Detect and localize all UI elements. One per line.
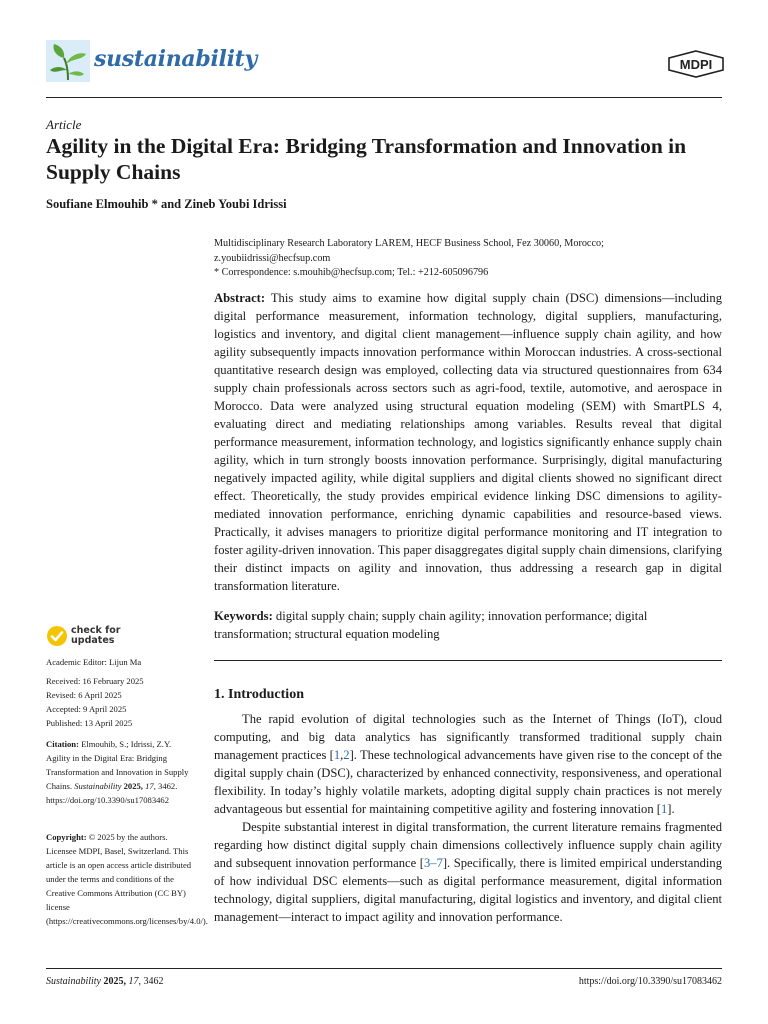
footer-year: 2025, — [103, 976, 126, 987]
academic-editor: Academic Editor: Lijun Ma — [46, 657, 142, 667]
citation-year: 2025, — [123, 781, 143, 791]
keywords-text: digital supply chain; supply chain agility; innovation performance; digital transformation; structural equation modeling — [214, 609, 648, 641]
date-published: Published: 13 April 2025 — [46, 718, 133, 728]
p2-text-b: ]. Specifically, there is limited empirical understanding of how individual DSC elements—such as digital performance measurement, digital information technology, digital suppliers, digital manufacturing, digital logistics and inventory, and digital client management—interact to impact agility and innovation performance. — [214, 856, 723, 924]
check-updates-text — [71, 626, 120, 646]
journal-name: sustainability — [94, 46, 257, 72]
p1-text-a: The rapid evolution of digital technologies such as the Internet of Things (IoT), cloud computing, and big data analytics has significantly transformed traditional supply chain management practices [ — [214, 712, 722, 762]
abstract-text: This study aims to examine how digital supply chain (DSC) dimensions—including digital performance measurement, information technology, digital suppliers, manufacturing, logistics and inventory, and digital client management—influence supply chain agility, and how agility subsequently impacts innovation performance within Moroccan industries. A cross-sectional quantitative research design was employed, collecting data via structured questionnaires from 634 supply chain professionals across sectors such as agri-food, textile, automotive, and aerospace in Morocco. Data were analyzed using structural equation modeling (SEM) with SmartPLS 4, evaluating direct and mediating relationships among variables. Results reveal that digital performance measurement, information technology, and logistics significantly enhance supply chain agility, which in turn strongly boosts innovation performance. Surprisingly, digital manufacturing negatively impacted agility, while digital suppliers and digital clients showed no significant direct effect. Theoretically, the study provides empirical evidence linking DSC dimensions to agility-mediated innovation performance, enriching dynamic capabilities and resource-based views. Practically, it advises managers to prioritize digital performance monitoring and IT integration to foster agility-driven innovation. This paper disaggregates digital supply chain dimensions, clarifying their distinct impacts on agility and innovation, thus addressing a research gap in digital transformation literature. — [214, 291, 722, 593]
correspondence: * Correspondence: s.mouhib@hecfsup.com; Tel.: +212-605096796 — [214, 267, 489, 278]
article-title: Agility in the Digital Era: Bridging Transformation and Innovation in Supply Chains — [46, 134, 687, 184]
author-list: Soufiane Elmouhib * and Zineb Youbi Idrissi — [46, 197, 287, 211]
publication-dates — [46, 674, 196, 730]
citation-block — [46, 737, 196, 807]
copyright-block — [46, 830, 208, 928]
footer-doi-link[interactable]: https://doi.org/10.3390/su17083462 — [578, 976, 722, 987]
citation-link[interactable]: 2 — [343, 748, 350, 762]
copyright-label: Copyright: — [46, 832, 87, 842]
check-updates-icon — [46, 625, 68, 647]
p1-text-b: ]. These technological advancements have given rise to the concept of the digital supply chain (DSC), characterized by enhanced connectivity, responsiveness, and operational flexibility. In today’s highly volatile markets, adopting digital supply chain practices is not merely advantageous but essential for maintaining competitive agility and fostering innovation [ — [214, 748, 722, 816]
section-heading-introduction: 1. Introduction — [214, 687, 304, 702]
date-received: Received: 16 February 2025 — [46, 676, 144, 686]
mdpi-logo — [666, 50, 726, 78]
header-rule — [46, 97, 722, 98]
footer-journal: Sustainability — [46, 976, 101, 987]
journal-logo-icon — [46, 40, 90, 82]
citation-journal: Sustainability — [74, 781, 122, 791]
citation-label: Citation: — [46, 739, 79, 749]
keywords-label: Keywords: — [214, 609, 273, 623]
affiliations — [214, 237, 724, 281]
p1-sep: , — [340, 748, 344, 762]
copyright-text: © 2025 by the authors. Licensee MDPI, Basel, Switzerland. This article is an open access article distributed under the terms and conditions of the Creative Commons Attribution (CC BY) license (https://creativecommons.org/licenses/by/4.0/). — [46, 832, 208, 926]
introduction-body — [214, 710, 722, 926]
abstract-label: Abstract: — [214, 291, 266, 305]
footer-volume: 17, — [128, 976, 141, 987]
citation-link[interactable]: 3–7 — [423, 856, 443, 870]
footer-page: 3462 — [143, 976, 164, 987]
footer-rule — [46, 968, 722, 969]
citation-text: Elmouhib, S.; Idrissi, Z.Y. Agility in the Digital Era: Bridging Transformation and Innovation in Supply Chains. — [46, 739, 189, 791]
article-type: Article — [46, 117, 82, 132]
editor-info — [46, 655, 196, 669]
affiliation-email[interactable]: z.youbiidrissi@hecfsup.com — [214, 252, 331, 264]
citation-doi[interactable]: 3462. https://doi.org/10.3390/su17083462 — [46, 781, 178, 805]
check-for-updates-button[interactable] — [46, 625, 166, 651]
p1-end: ]. — [667, 802, 675, 816]
check-line-1: check for — [71, 625, 121, 636]
affiliation-line-1: Multidisciplinary Research Laboratory LAREM, HECF Business School, Fez 30060, Morocco; — [214, 238, 604, 249]
citation-volume: 17, — [145, 781, 156, 791]
citation-link[interactable]: 1 — [660, 802, 668, 816]
check-line-2: updates — [71, 635, 115, 646]
citation-link[interactable]: 1 — [333, 748, 341, 762]
intro-paragraph-1 — [214, 710, 722, 818]
intro-paragraph-2 — [214, 818, 722, 926]
date-accepted: Accepted: 9 April 2025 — [46, 704, 127, 714]
abstract-rule — [214, 660, 722, 661]
abstract — [214, 289, 722, 595]
svg-text:MDPI: MDPI — [679, 57, 713, 72]
footer-citation — [46, 976, 164, 987]
p2-text-a: Despite substantial interest in digital transformation, the current literature remains fragmented regarding how distinct digital supply chain dimensions collectively influence supply chain agility and subsequent innovation performance [ — [214, 820, 722, 870]
date-revised: Revised: 6 April 2025 — [46, 690, 122, 700]
journal-header — [46, 40, 726, 84]
keywords — [214, 607, 722, 643]
